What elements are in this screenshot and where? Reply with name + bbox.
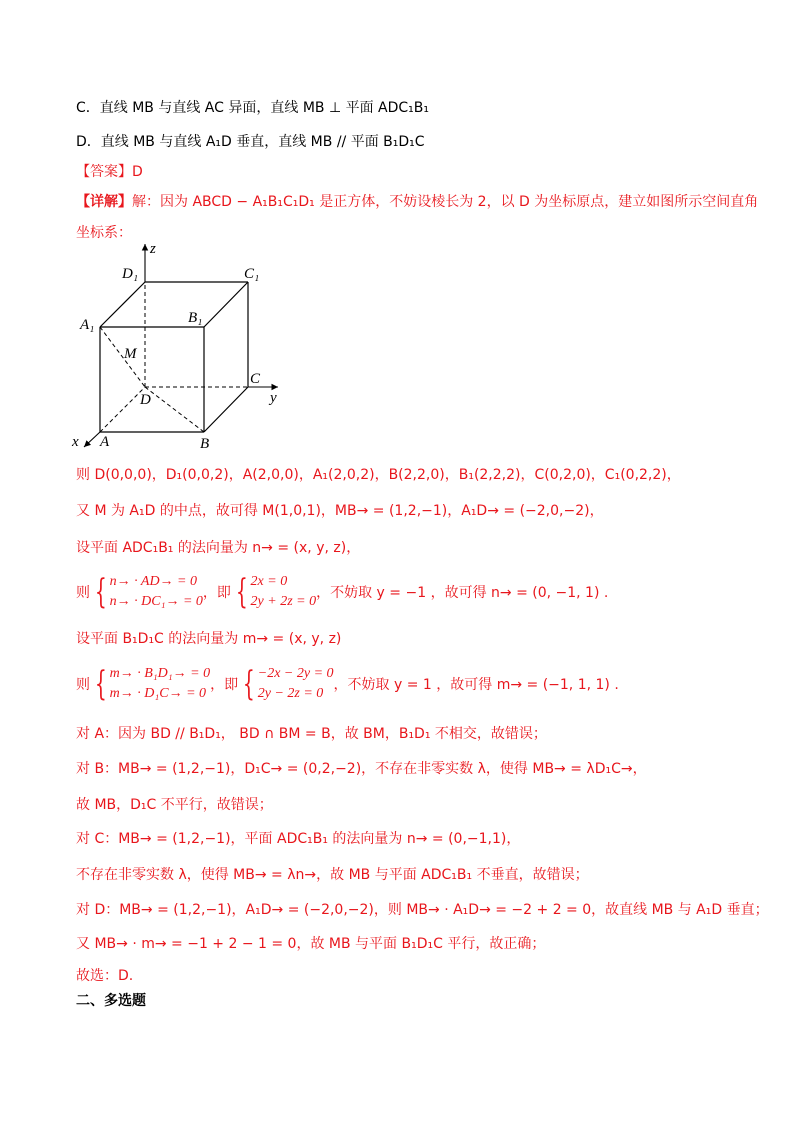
plane2-eq3: −2x − 2y = 0 <box>257 666 334 681</box>
plane2-system-1: { m→ · B₁D₁→ = 0 m→ · D₁C→ = 0 <box>94 664 211 704</box>
section-heading: 二、多选题 <box>76 993 146 1009</box>
option-d: D．直线 MB 与直线 A₁D 垂直，直线 MB // 平面 B₁D₁C <box>76 134 425 150</box>
option-b-analysis-2: 故 MB，D₁C 不平行，故错误； <box>76 797 273 813</box>
detail-intro: 解：因为 ABCD − A₁B₁C₁D₁ 是正方体，不妨设棱长为 2，以 D 为坐标原点，建立如图所示空间直角 <box>132 194 759 210</box>
option-b-analysis: 对 B：MB→ = (1,2,−1)，D₁C→ = (0,2,−2)，不存在非零实数 λ，使得 MB→ = λD₁C→， <box>76 761 647 777</box>
coords-line: 则 D(0,0,0)，D₁(0,0,2)，A(2,0,0)，A₁(2,0,2)，B(2,2,0)，B₁(2,2,2)，C(0,2,0)，C₁(0,2,2)， <box>76 467 681 483</box>
plane2-system <box>76 664 619 704</box>
detail-intro-2: 坐标系： <box>76 225 132 241</box>
label-a: A <box>100 434 110 450</box>
label-z: z <box>150 241 156 257</box>
option-a-analysis: 对 A：因为 BD // B₁D₁， BD ∩ BM = B，故 BM，B₁D₁ 不相交，故错误； <box>76 726 547 742</box>
edge-b-c <box>204 387 248 432</box>
plane2-tail: ，不妨取 y = 1 ，故可得 m→ = (−1, 1, 1) . <box>333 677 619 693</box>
option-c-analysis-2: 不存在非零实数 λ，使得 MB→ = λn→，故 MB 与平面 ADC₁B₁ 不垂直，故错误； <box>76 867 589 883</box>
label-d: D <box>140 392 151 408</box>
option-c-analysis: 对 C：MB→ = (1,2,−1)，平面 ADC₁B₁ 的法向量为 n→ = (0,−1,1)， <box>76 831 521 847</box>
edge-b1-c1 <box>204 282 248 327</box>
plane2-eq4: 2y − 2z = 0 <box>257 686 324 701</box>
plane1-system <box>76 572 608 612</box>
label-d1: D₁ <box>122 266 139 282</box>
plane1-intro: 设平面 ADC₁B₁ 的法向量为 n→ = (x, y, z)， <box>76 540 361 556</box>
final-choice: 故选：D. <box>76 968 134 984</box>
plane1-system-1: { n→ · AD→ = 0 n→ · DC₁→ = 0 <box>94 572 203 612</box>
edge-d-b <box>145 387 204 432</box>
plane1-ji: ，即 <box>202 585 231 601</box>
option-d-analysis-2: 又 MB→ · m→ = −1 + 2 − 1 = 0，故 MB 与平面 B₁D₁C 平行，故正确； <box>76 936 546 952</box>
edge-a1-d <box>100 327 145 387</box>
label-c: C <box>250 371 261 387</box>
plane2-eq1: m→ · B₁D₁→ = 0 <box>109 666 211 681</box>
midpoint-line: 又 M 为 A₁D 的中点，故可得 M(1,0,1)，MB→ = (1,2,−1)，A₁D→ = (−2,0,−2)， <box>76 503 604 519</box>
label-x: x <box>72 434 79 450</box>
option-d-analysis: 对 D：MB→ = (1,2,−1)，A₁D→ = (−2,0,−2)，则 MB→ · A₁D→ = −2 + 2 = 0，故直线 MB 与 A₁D 垂直； <box>76 902 769 918</box>
plane1-eq1: n→ · AD→ = 0 <box>109 574 197 589</box>
plane2-eq2: m→ · D₁C→ = 0 <box>109 686 207 701</box>
answer-label: 【答案】D <box>76 164 143 180</box>
plane1-eq4: 2y + 2z = 0 <box>250 594 317 609</box>
plane2-then: 则 <box>76 677 90 693</box>
label-a1: A₁ <box>80 317 95 333</box>
label-y: y <box>270 390 277 406</box>
x-axis <box>84 432 100 447</box>
plane1-tail: ，不妨取 y = −1 ，故可得 n→ = (0, −1, 1) . <box>316 585 609 601</box>
label-b: B <box>200 436 210 451</box>
edge-a-d <box>100 387 145 432</box>
cube-figure <box>70 236 290 451</box>
plane2-system-2: { −2x − 2y = 0 2y − 2z = 0 <box>242 664 334 704</box>
option-c: C．直线 MB 与直线 AC 异面，直线 MB ⊥ 平面 ADC₁B₁ <box>76 100 430 116</box>
plane1-system-2: { 2x = 0 2y + 2z = 0 <box>235 572 317 612</box>
plane1-eq2: n→ · DC₁→ = 0 <box>109 594 203 609</box>
plane2-intro: 设平面 B₁D₁C 的法向量为 m→ = (x, y, z) <box>76 631 342 647</box>
label-m: M <box>124 346 137 362</box>
plane1-eq3: 2x = 0 <box>250 574 288 589</box>
plane1-then: 则 <box>76 585 90 601</box>
label-c1: C₁ <box>244 266 260 282</box>
label-b1: B₁ <box>188 310 203 326</box>
detail-label: 【详解】 <box>76 194 132 210</box>
edge-a1-d1 <box>100 282 145 327</box>
plane2-ji: ，即 <box>210 677 239 693</box>
detail-intro-line <box>76 191 758 213</box>
